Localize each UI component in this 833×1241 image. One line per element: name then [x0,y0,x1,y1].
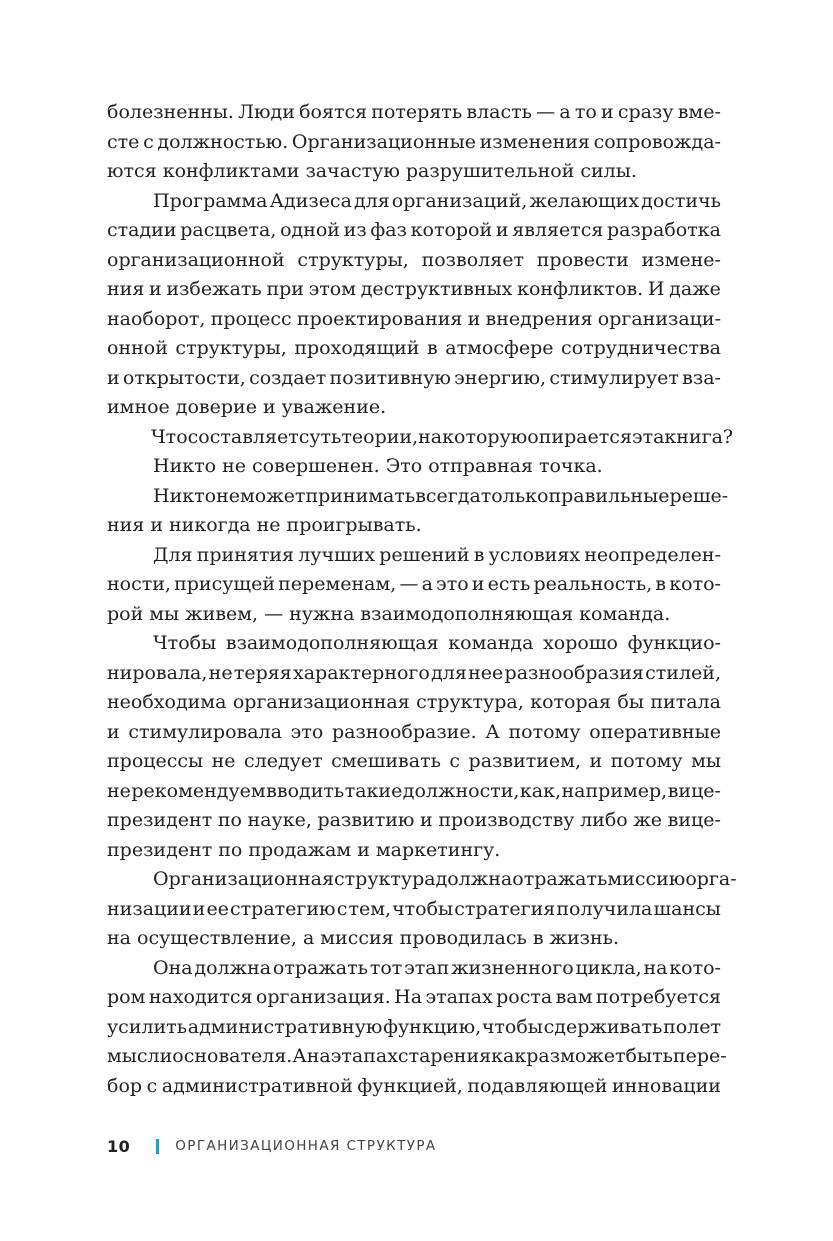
text-line: наоборот, процесс проектирования и внедрения организаци- [107,307,721,330]
text-line: Никто не может принимать всегда только правильные реше- [153,484,729,507]
text-line: необходима организационная структура, которая бы питала [107,691,721,713]
text-line: имное доверие и уважение. [107,396,387,418]
text-line: организационной структуры, позволяет провести измене- [107,248,721,271]
text-line: и открытости, создает позитивную энергию, стимулирует вза- [107,366,721,389]
text-line: не рекомендуем вводить такие должности, как, например, вице- [107,779,721,802]
page-number: 10 [107,1136,131,1156]
running-title: ОРГАНИЗАЦИОННАЯ СТРУКТУРА [175,1138,437,1154]
text-line: Чтобы взаимодополняющая команда хорошо функцио- [153,632,721,654]
text-line: ния и никогда не проигрывать. [107,514,422,536]
text-line: и стимулировала это разнообразие. А потому оперативные [107,720,721,743]
text-line: ния и избежать при этом деструктивных конфликтов. И даже [107,278,721,300]
text-line: ются конфликтами зачастую разрушительной силы. [107,160,637,182]
body-text [107,98,737,1101]
page-footer [107,1134,437,1158]
text-line: президент по науке, развитию и производству либо же вице- [107,809,721,831]
text-line: Организационная структура должна отражать миссию орга- [153,868,737,890]
text-line: президент по продажам и маркетингу. [107,838,501,861]
text-line: на осуществление, а миссия проводилась в жизнь. [107,927,620,949]
text-line: мысли основателя. А на этапах старения как раз может быть пере- [107,1045,727,1067]
footer-divider [156,1139,159,1154]
text-line: усилить административную функцию, чтобы сдерживать полет [107,1015,721,1038]
text-line: Что составляет суть теории, на которую опирается эта книга? [151,425,734,448]
text-line: Никто не совершенен. Это отправная точка. [153,455,603,477]
text-line: Для принятия лучших решений в условиях неопределен- [153,543,721,566]
text-line: болезненны. Люди боятся потерять власть — а то и сразу вме- [107,101,721,123]
text-line: низации и ее стратегию с тем, чтобы стратегия получила шансы [107,897,721,920]
text-line: рой мы живем, — нужна взаимодополняющая команда. [107,602,671,625]
text-line: онной структуры, проходящий в атмосфере сотрудничества [107,337,721,359]
text-line: сте с должностью. Организационные изменения сопровожда- [107,130,721,153]
text-line: стадии расцвета, одной из фаз которой и является разработка [107,219,721,241]
text-line: ности, присущей переменам, — а это и есть реальность, в кото- [107,573,721,595]
text-line: Она должна отражать тот этап жизненного цикла, на кото- [153,956,721,979]
text-line: процессы не следует смешивать с развитием, и потому мы [107,750,721,772]
text-line: Программа Адизеса для организаций, желающих достичь [153,189,721,212]
text-line: бор с административной функцией, подавляющей инновации [107,1074,721,1097]
text-line: ром находится организация. На этапах роста вам потребуется [107,986,721,1008]
text-line: нировала, не теряя характерного для нее разнообразия стилей, [107,661,721,684]
